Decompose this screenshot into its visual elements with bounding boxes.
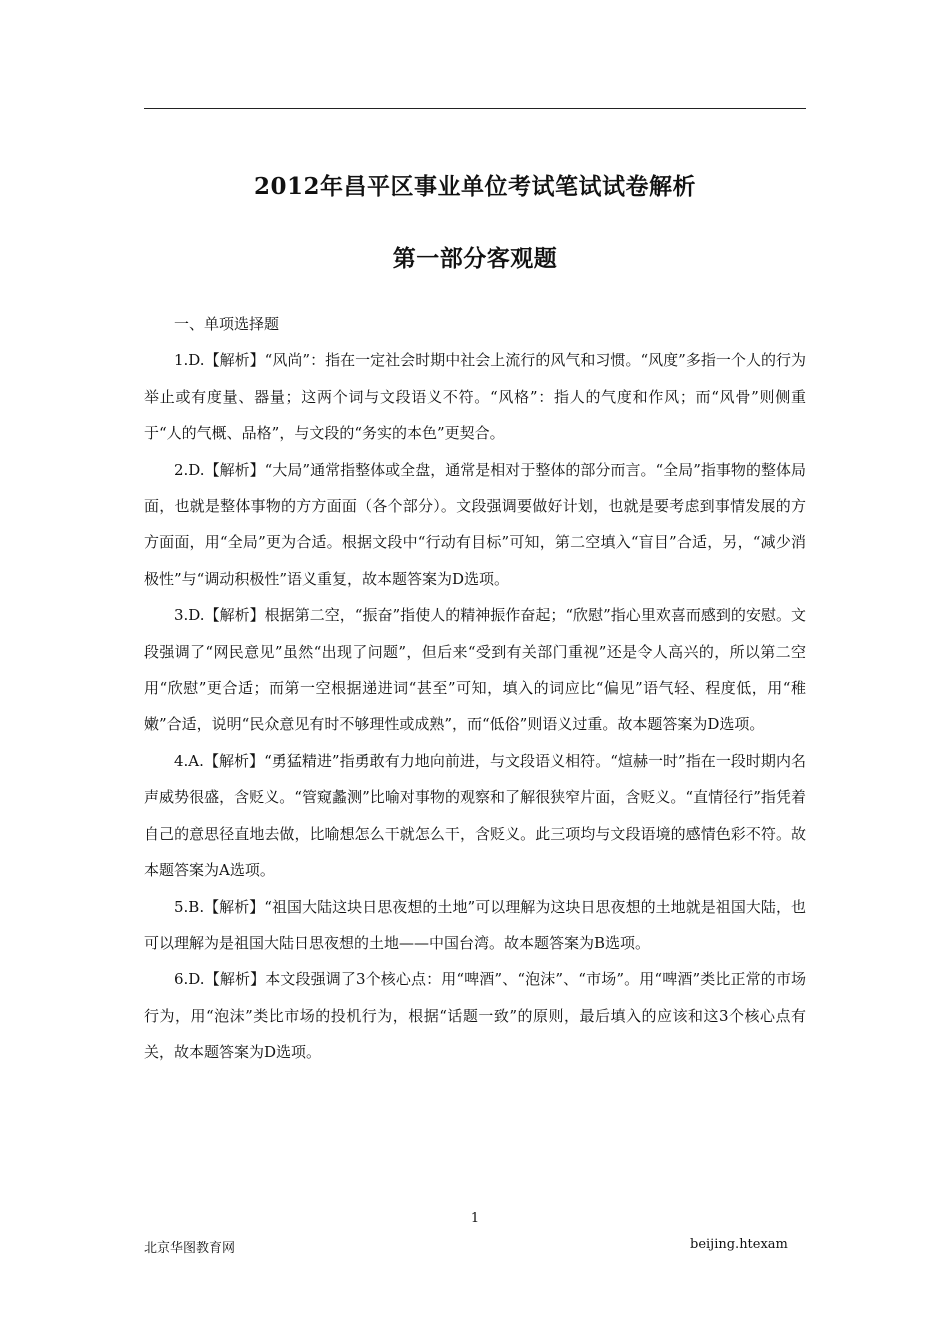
- document-title: 2012年昌平区事业单位考试笔试试卷解析: [253, 173, 696, 200]
- page-number: 1: [470, 1211, 480, 1226]
- document-body: [144, 306, 806, 1071]
- section-heading: 一、单项选择题: [174, 315, 280, 333]
- footer-site-url: beijing.htexam: [690, 1237, 788, 1252]
- answer-paragraph-1: 1.D.【解析】“风尚”：指在一定社会时期中社会上流行的风气和习惯。“风度”多指一个人的行为举止或有度量、器量；这两个词与文段语义不符。“风格”：指人的气度和作风；而“风骨”则侧重于“人的气概、品格”，与文段的“务实的本色”更契合。: [144, 351, 806, 443]
- header-rule: [144, 108, 806, 109]
- answer-paragraph-5: 5.B.【解析】“祖国大陆这块日思夜想的土地”可以理解为这块日思夜想的土地就是祖国大陆，也可以理解为是祖国大陆日思夜想的土地——中国台湾。故本题答案为B选项。: [144, 897, 806, 952]
- footer-site-name: 北京华图教育网: [144, 1241, 236, 1256]
- answer-paragraph-6: 6.D.【解析】本文段强调了3个核心点：用“啤酒”、“泡沫”、“市场”。用“啤酒”类比正常的市场行为，用“泡沫”类比市场的投机行为，根据“话题一致”的原则，最后填入的应该和这3个核心点有关，故本题答案为D选项。: [144, 970, 806, 1062]
- answer-paragraph-4: 4.A.【解析】“勇猛精进”指勇敢有力地向前进，与文段语义相符。“煊赫一时”指在一段时期内名声威势很盛，含贬义。“管窥蠡测”比喻对事物的观察和了解很狭窄片面，含贬义。“直情径行”指凭着自己的意思径直地去做，比喻想怎么干就怎么干，含贬义。此三项均与文段语境的感情色彩不符。故本题答案为A选项。: [144, 751, 806, 880]
- answer-paragraph-3: 3.D.【解析】根据第二空，“振奋”指使人的精神振作奋起；“欣慰”指心里欢喜而感到的安慰。文段强调了“网民意见”虽然“出现了问题”，但后来“受到有关部门重视”还是令人高兴的，所以第二空用“欣慰”更合适；而第一空根据递进词“甚至”可知，填入的词应比“偏见”语气轻、程度低，用“稚嫩”合适，说明“民众意见有时不够理性或成熟”，而“低俗”则语义过重。故本题答案为D选项。: [144, 606, 806, 734]
- answer-paragraph-2: 2.D.【解析】“大局”通常指整体或全盘，通常是相对于整体的部分而言。“全局”指事物的整体局面，也就是整体事物的方方面面（各个部分）。文段强调要做好计划，也就是要考虑到事情发展的方方面面，用“全局”更为合适。根据文段中“行动有目标”可知，第二空填入“盲目”合适，另，“减少消极性”与“调动积极性”语义重复，故本题答案为D选项。: [144, 460, 806, 588]
- part-title: 第一部分客观题: [392, 245, 558, 272]
